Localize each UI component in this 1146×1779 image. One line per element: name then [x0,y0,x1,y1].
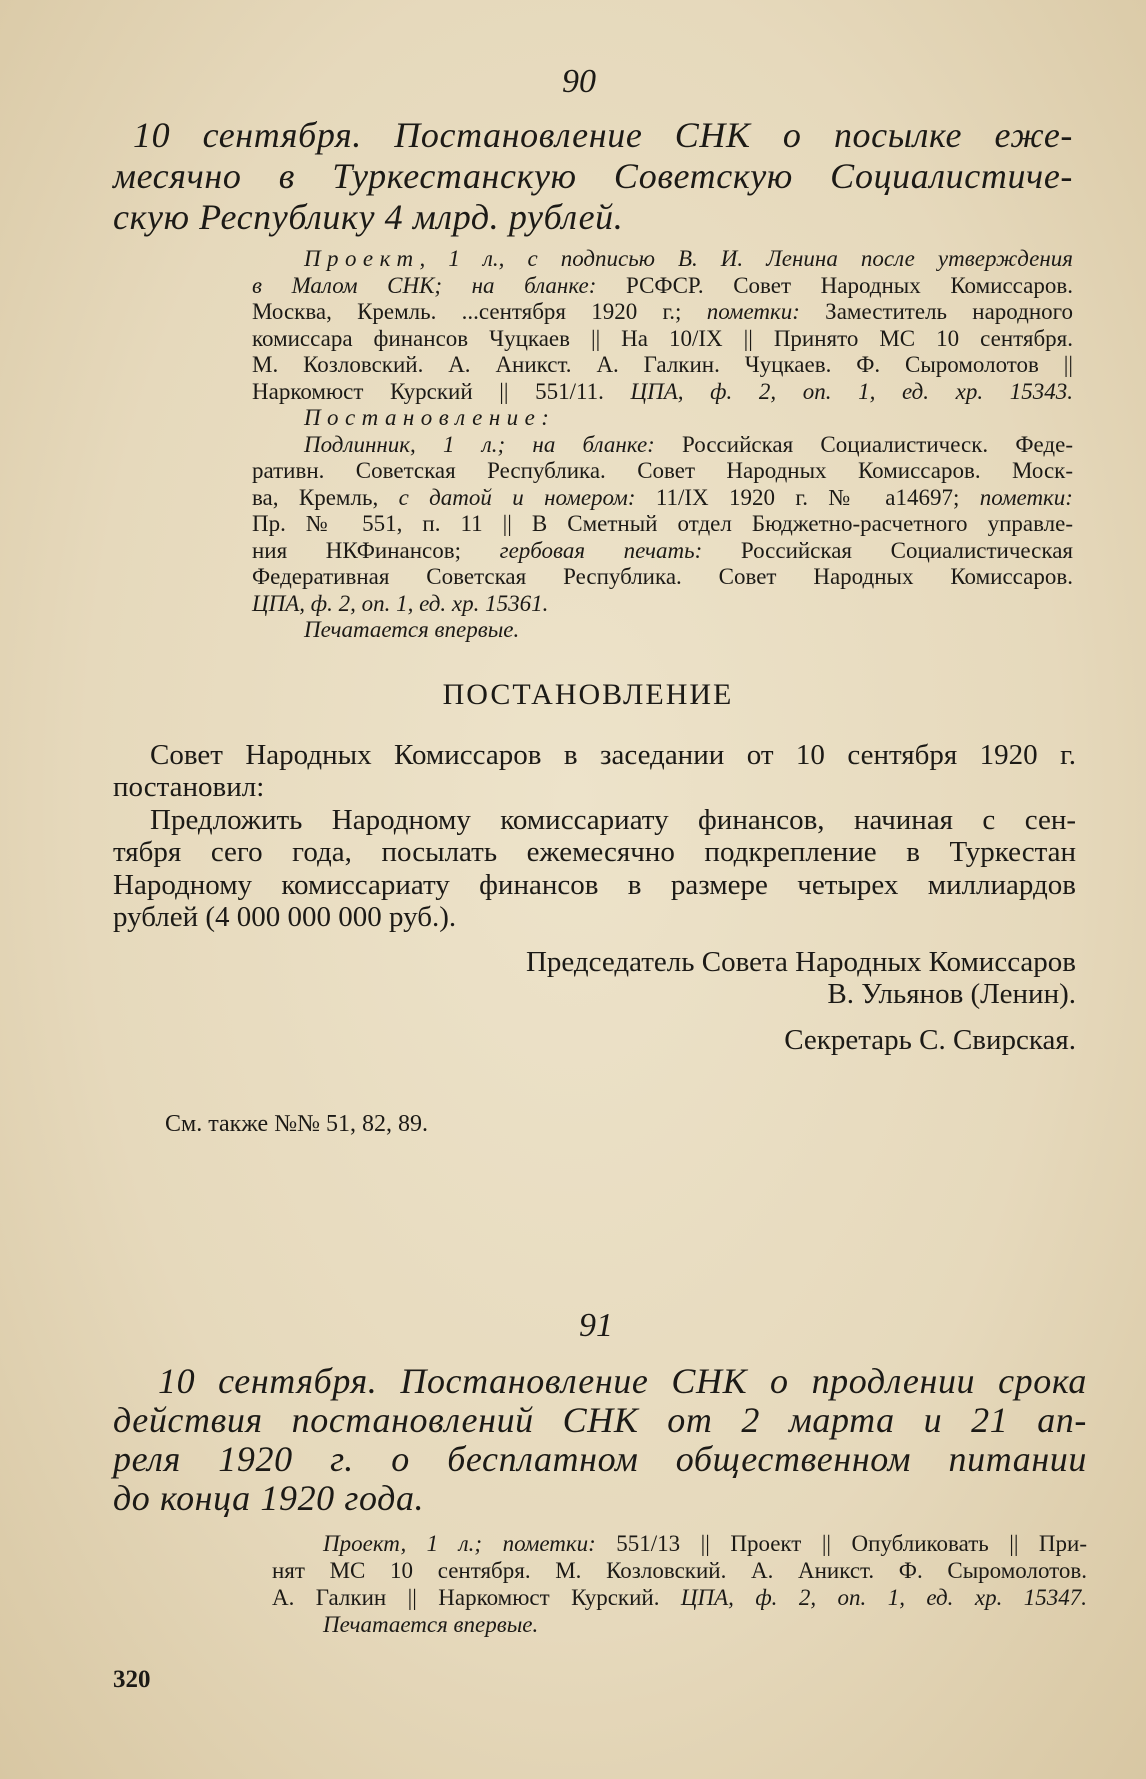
secretary-signature: Секретарь С. Свирская. [784,1024,1076,1056]
note-text: Федеративная Советская Республика. Совет Народных Комиссаров. [252,564,1073,589]
body-line: постановил: [113,771,265,804]
note-text: ва, Кремль, [252,484,399,510]
note-line [252,246,1073,273]
body-line: рублей (4 000 000 000 руб.). [113,901,457,934]
note-line [272,1530,1087,1557]
note-italic-text: пометки: [706,299,800,324]
note-line [272,1557,1087,1584]
archive-note [252,246,1073,644]
note-line [252,591,1073,618]
note-text: М. Козловский. А. Аникст. А. Галкин. Чуцкаев. Ф. Сыромолотов || [252,352,1073,377]
note-line [252,299,1073,326]
note-text: нят МС 10 сентября. М. Козловский. А. Аникст. Ф. Сыромолотов. [272,1558,1087,1583]
note-text: 11/IX 1920 г. № а14697; [635,484,980,510]
heading-line: 10 сентября. Постановление СНК о посылке еже- [133,115,1073,155]
note-line [252,511,1073,538]
note-italic-text: ЦПА, ф. 2, оп. 1, ед. хр. 15347. [680,1585,1088,1610]
heading-line: действия постановлений СНК от 2 марта и 21 ап- [113,1400,1087,1440]
note-line [252,432,1073,459]
note-italic-text: Проект, 1 л.; пометки: [323,1531,596,1556]
document-heading [113,115,1073,238]
document-number: 90 [562,63,596,100]
note-line [272,1611,1087,1638]
note-text: комиссара финансов Чуцкаев || На 10/IX || Принято МС 10 сентября. [252,325,1073,351]
heading-line: месячно в Туркестанскую Советскую Социалистиче- [113,156,1073,196]
decree-title: ПОСТАНОВЛЕНИЕ [442,678,734,711]
document-number: 91 [579,1307,613,1344]
chair-title: Председатель Совета Народных Комиссаров [525,946,1076,978]
note-text: А. Галкин || Наркомюст Курский. [272,1585,681,1610]
note-italic-text: с датой и номером: [398,484,636,510]
note-italic-text: Печатается впервые. [323,1612,539,1637]
note-text: РСФСР. Совет Народных Комиссаров. [596,272,1073,298]
document-heading [113,1362,1087,1518]
note-text: Пр. № 551, п. 11 || В Сметный отдел Бюджетно-расчетного управле- [252,511,1073,536]
note-line [252,458,1073,485]
note-italic-text: Печатается впервые. [304,617,520,642]
note-text: 551/13 || Проект || Опубликовать || При- [595,1531,1087,1556]
note-line [252,538,1073,565]
note-line [252,273,1073,300]
heading-line: скую Республику 4 млрд. рублей. [113,197,624,237]
note-italic-text: , 1 л., с подписью В. И. Ленина после утверждения [419,246,1073,271]
heading-line: реля 1920 г. о бесплатном общественном питании [113,1439,1087,1479]
note-italic-text: ЦПА, ф. 2, оп. 1, ед. хр. 15361. [252,590,549,616]
body-line: Предложить Народному комиссариату финансов, начиная с сен- [150,803,1076,836]
note-text: Российская Социалистическая [702,537,1073,563]
note-text: Москва, Кремль. ...сентября 1920 г.; [252,299,707,324]
archive-note [272,1530,1087,1638]
note-text: Наркомюст Курский || 551/11. [252,378,631,404]
note-italic-text: Постановление: [304,405,556,430]
page-number: 320 [113,1666,151,1693]
note-line [252,617,1073,644]
note-italic-text: гербовая печать: [499,537,703,563]
note-italic-text: Проект [304,246,420,271]
body-line: Народному комиссариату финансов в размере четырех миллиардов [113,868,1076,901]
chair-name: В. Ульянов (Ленин). [827,978,1076,1010]
note-line [272,1584,1087,1611]
note-text: ния НКФинансов; [252,537,500,563]
body-line: Совет Народных Комиссаров в заседании от 10 сентября 1920 г. [150,739,1076,771]
note-text: Заместитель народного [799,299,1073,324]
note-italic-text: Подлинник, 1 л.; на бланке: [304,431,655,457]
note-line [252,352,1073,379]
decree-text [113,739,1076,933]
note-italic-text: ЦПА, ф. 2, оп. 1, ед. хр. 15343. [630,378,1073,404]
note-text: ративн. Советская Республика. Совет Народных Комиссаров. Моск- [252,458,1073,483]
note-line [252,326,1073,353]
heading-line: до конца 1920 года. [113,1478,425,1518]
note-line [252,564,1073,591]
note-italic-text: в Малом СНК; на бланке: [252,272,597,298]
note-text: Российская Социалистическ. Феде- [654,431,1074,457]
body-line: тября сего года, посылать ежемесячно подкрепление в Туркестан [113,836,1076,869]
note-line [252,485,1073,512]
note-italic-text: пометки: [979,484,1073,510]
heading-line: 10 сентября. Постановление СНК о продлении срока [158,1361,1087,1401]
see-also-reference: См. также №№ 51, 82, 89. [165,1111,429,1137]
note-line [252,405,1073,432]
note-line [252,379,1073,406]
